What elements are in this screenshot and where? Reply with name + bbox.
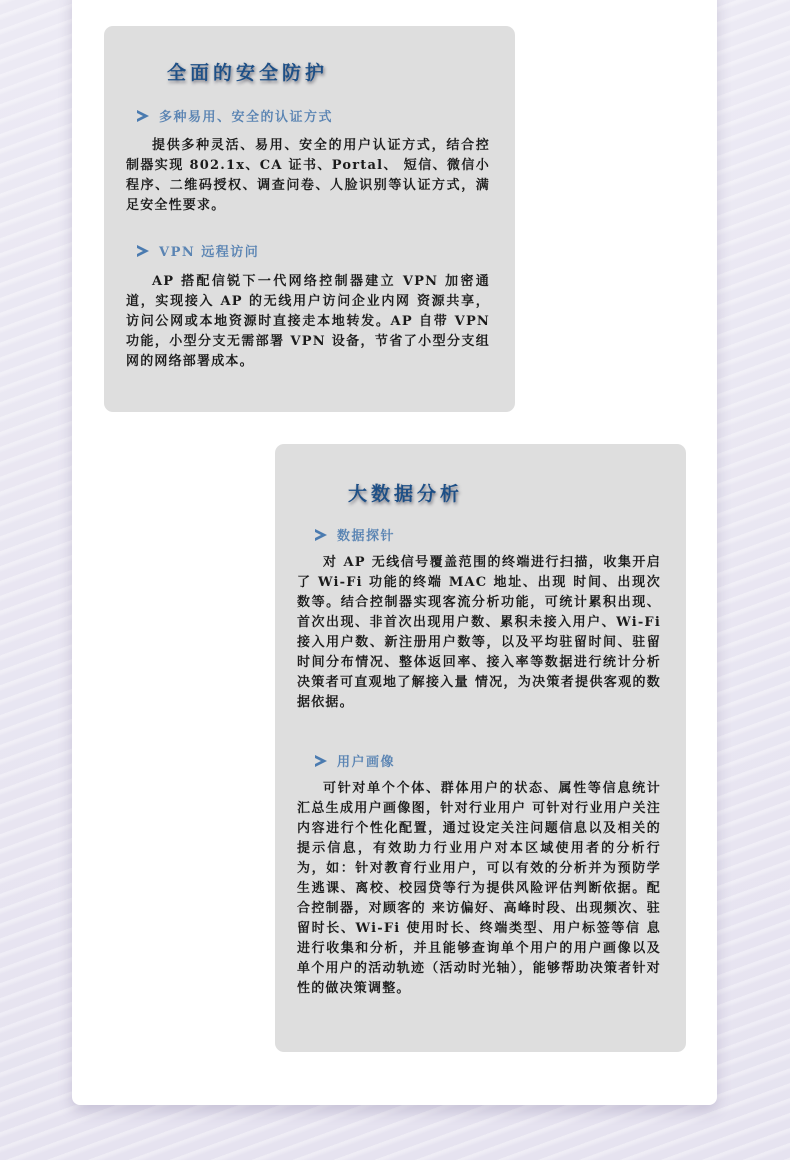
vpn-heading-text: VPN 远程访问 [159,245,260,260]
arrow-right-icon [137,245,149,257]
arrow-right-icon [315,529,327,541]
auth-methods-heading [137,106,333,125]
user-profile-heading [315,751,395,770]
auth-methods-heading-text: 多种易用、安全的认证方式 [159,110,334,125]
vpn-paragraph: AP 搭配信锐下一代网络控制器建立 VPN 加密通道，实现接入 AP 的无线用户访问企业内网 资源共享，访问公网或本地资源时直接走本地转发。AP 自带 VPN 功能，小型分支无需部署 VPN 设备，节省了小型分支组网的网络部署成本。 [126,274,490,369]
data-probe-paragraph: 对 AP 无线信号覆盖范围的终端进行扫描，收集开启了 Wi-Fi 功能的终端 MAC 地址、出现 时间、出现次数等。结合控制器实现客流分析功能，可统计累积出现、首次出现、非首次出现用户数、累积未接入用户、Wi-Fi 接入用户数、新注册用户数等，以及平均驻留时间、驻留时间分布情况、整体返回率、接入率等数据进行统计分析决策者可直观地了解接入量 情况，为决策者提供客观的数据依据。 [297,555,661,710]
user-profile-heading-text: 用户画像 [337,755,396,770]
big-data-card-title: 大数据分析 [348,483,464,505]
arrow-right-icon [137,110,149,122]
data-probe-heading-text: 数据探针 [337,529,396,544]
data-probe-heading [315,525,395,544]
big-data-card [275,444,686,1052]
arrow-right-icon [315,755,327,767]
vpn-heading [137,241,259,260]
security-card-title: 全面的安全防护 [167,62,329,84]
auth-methods-paragraph: 提供多种灵活、易用、安全的用户认证方式，结合控制器实现 802.1x、CA 证书、Portal、 短信、微信小程序、二维码授权、调查问卷、人脸识别等认证方式，满足安全性要求。 [126,138,490,213]
security-card [104,26,515,412]
user-profile-paragraph: 可针对单个个体、群体用户的状态、属性等信息统计汇总生成用户画像图，针对行业用户 可针对行业用户关注内容进行个性化配置，通过设定关注问题信息以及相关的提示信息，有效助力行业用户对本区域使用者的分析行为，如：针对教育行业用户，可以有效的分析并为预防学生逃课、离校、校园贷等行为提供风险评估判断依据。配合控制器，对顾客的 来访偏好、高峰时段、出现频次、驻留时长、Wi-Fi 使用时长、终端类型、用户标签等信 息进行收集和分析，并且能够查询单个用户的用户画像以及单个用户的活动轨迹（活动时光轴），能够帮助决策者针对性的做决策调整。 [297,781,661,996]
